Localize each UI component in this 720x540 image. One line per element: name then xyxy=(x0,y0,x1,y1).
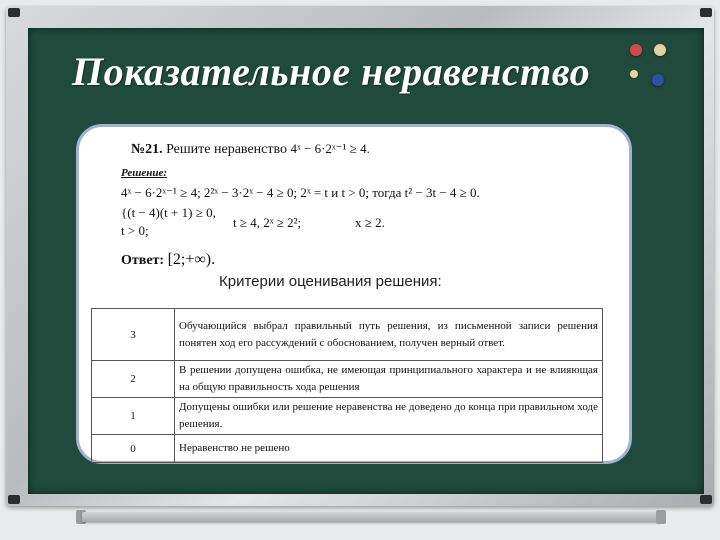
magnet-beige xyxy=(654,44,666,56)
table-row xyxy=(92,361,603,398)
task-text: Решите неравенство xyxy=(166,142,287,157)
task-number: №21. xyxy=(131,142,163,157)
solution-system-line-2: t > 0; xyxy=(121,223,149,238)
criteria-cell: Обучающийся выбрал правильный путь решения, из письменной записи решения понятен ход его рассуждений с обоснованием, получен верный ответ. xyxy=(175,309,603,361)
solution-system-line-1: {(t − 4)(t + 1) ≥ 0, xyxy=(121,205,216,220)
table-row xyxy=(92,398,603,435)
page-title: Показательное неравенство xyxy=(72,49,591,94)
task-expression: 4ˣ − 6·2ˣ⁻¹ ≥ 4. xyxy=(290,141,370,156)
task-statement xyxy=(131,141,370,158)
points-cell: 3 xyxy=(92,309,175,361)
frame-corner xyxy=(700,495,712,504)
answer xyxy=(121,251,215,269)
table-row xyxy=(92,435,603,463)
content-panel xyxy=(76,124,632,464)
frame-corner xyxy=(8,8,20,17)
marker-tray xyxy=(82,512,662,522)
solution-label: Решение: xyxy=(121,167,168,179)
solution-step: t ≥ 4, 2ˣ ≥ 2²; xyxy=(233,215,302,230)
points-cell: 1 xyxy=(92,398,175,435)
points-cell: 2 xyxy=(92,361,175,398)
table-row xyxy=(92,309,603,361)
criteria-table xyxy=(91,308,603,463)
criteria-cell: Неравенство не решено xyxy=(175,435,603,463)
answer-label: Ответ: xyxy=(121,253,165,268)
answer-value: [2;+∞). xyxy=(167,251,216,268)
frame-corner xyxy=(8,495,20,504)
points-cell: 0 xyxy=(92,435,175,463)
criteria-cell: В решении допущена ошибка, не имеющая принципиального характера и не влияющая на общую правильность хода решения xyxy=(175,361,603,398)
criteria-cell: Допущены ошибки или решение неравенства не доведено до конца при правильном ходе решения. xyxy=(175,398,603,435)
criteria-title: Критерии оценивания решения: xyxy=(219,273,442,290)
frame-corner xyxy=(700,8,712,17)
solution-result: x ≥ 2. xyxy=(355,215,385,230)
solution-line-1: 4ˣ − 6·2ˣ⁻¹ ≥ 4; 2²ˣ − 3·2ˣ − 4 ≥ 0; 2ˣ = t и t > 0; тогда t² − 3t − 4 ≥ 0. xyxy=(121,185,480,200)
magnet-blue xyxy=(652,74,664,86)
tray-end xyxy=(656,510,666,524)
